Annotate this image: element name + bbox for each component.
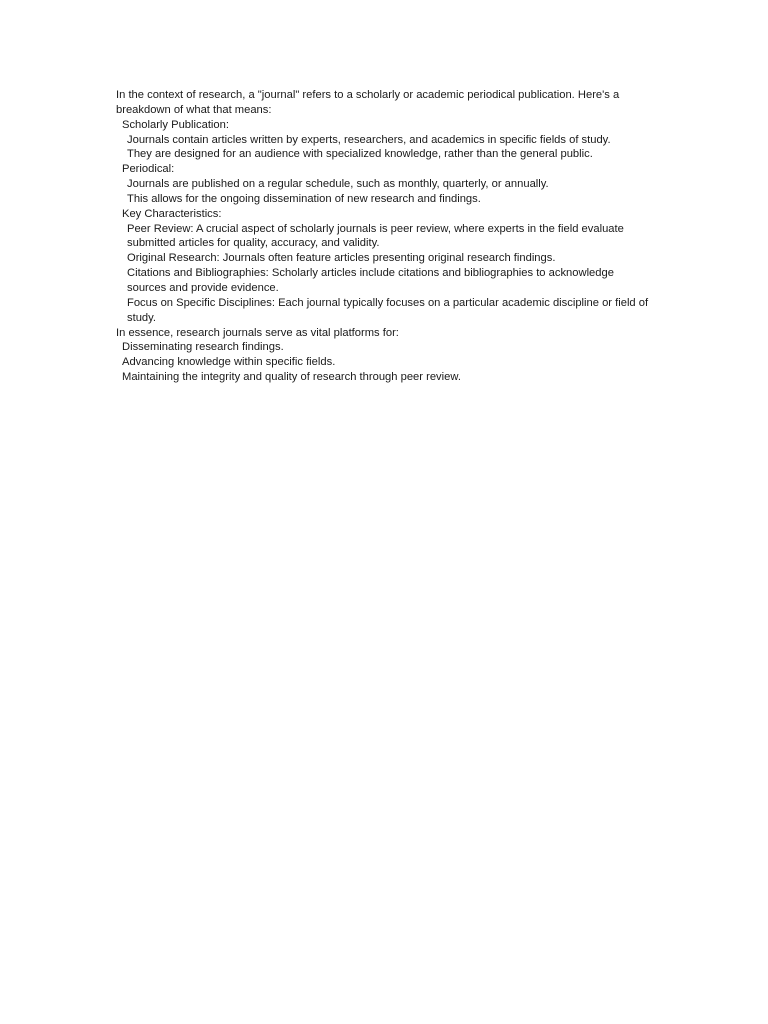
section-point: Journals contain articles written by experts, researchers, and academics in specific fields of study. (127, 133, 611, 146)
section-heading-key-characteristics: Key Characteristics: (122, 207, 222, 220)
section-point: Citations and Bibliographies: Scholarly articles include citations and bibliographies to acknowledge sources and provide evidence. (127, 267, 618, 294)
summary-paragraph: In essence, research journals serve as vital platforms for: (116, 326, 399, 339)
section-point: They are designed for an audience with specialized knowledge, rather than the general public. (127, 148, 593, 161)
section-point: Peer Review: A crucial aspect of scholarly journals is peer review, where experts in the field evaluate submitted articles for quality, accuracy, and validity. (127, 222, 627, 250)
summary-point: Disseminating research findings. (122, 341, 284, 354)
document-body (116, 88, 656, 385)
intro-paragraph: In the context of research, a "journal" refers to a scholarly or academic periodical publication. Here's a breakdown of what that means: (116, 89, 623, 116)
section-point: Original Research: Journals often feature articles presenting original research findings. (127, 252, 556, 265)
section-point: This allows for the ongoing dissemination of new research and findings. (127, 192, 481, 205)
section-point: Focus on Specific Disciplines: Each journal typically focuses on a particular academic discipline or field of study. (127, 296, 652, 324)
summary-point: Maintaining the integrity and quality of research through peer review. (122, 371, 461, 384)
summary-point: Advancing knowledge within specific fields. (122, 356, 336, 369)
section-heading-periodical: Periodical: (122, 163, 175, 176)
section-point: Journals are published on a regular schedule, such as monthly, quarterly, or annually. (127, 178, 549, 191)
section-heading-scholarly-publication: Scholarly Publication: (122, 118, 229, 131)
